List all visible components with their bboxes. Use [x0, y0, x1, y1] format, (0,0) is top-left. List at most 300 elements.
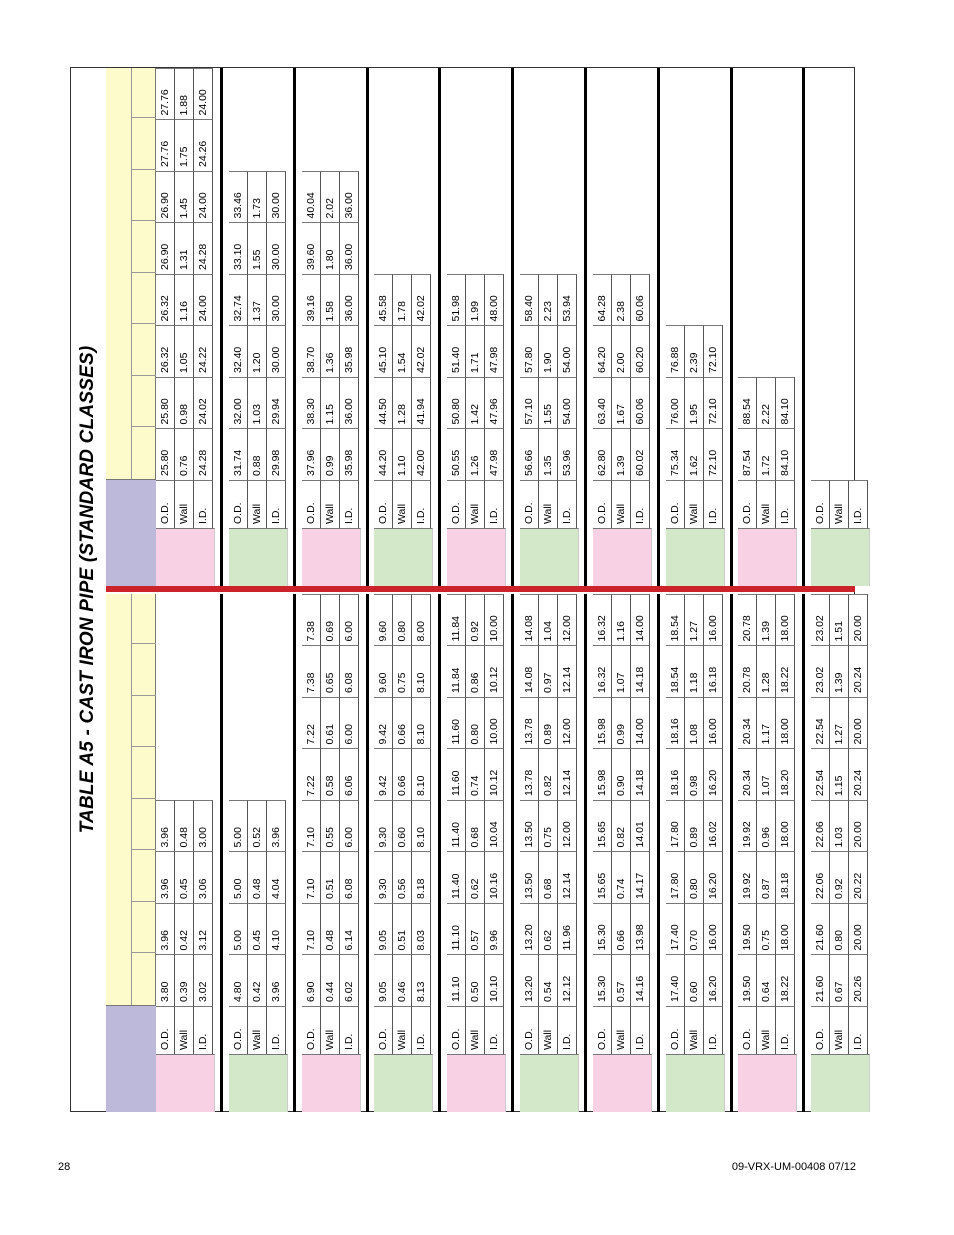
table-cell: 0.92	[830, 852, 849, 904]
table-cell: 17.80	[666, 800, 685, 852]
table-cell: 50.80	[447, 377, 466, 429]
table-cell: 20.00	[849, 697, 868, 749]
table-cell: 1.17	[757, 697, 776, 749]
row-label: Wall	[393, 1006, 412, 1054]
table-cell: 4.10	[267, 903, 286, 955]
row-label: Wall	[612, 480, 631, 528]
table-cell: 18.00	[776, 697, 795, 749]
table-cell: 24.28	[194, 429, 213, 481]
table-cell: 18.22	[776, 646, 795, 698]
table-cell: 0.98	[175, 377, 194, 429]
header-yellow-cell-line	[131, 272, 156, 273]
table-cell: 38.30	[302, 377, 321, 429]
table-cell: 12.00	[558, 697, 577, 749]
table-cell: 2.38	[612, 274, 631, 326]
table-cell: 3.12	[194, 903, 213, 955]
size-color-box	[811, 1054, 870, 1112]
row-label: I.D.	[558, 1006, 577, 1054]
size-color-box	[447, 528, 506, 586]
size-color-box	[374, 528, 433, 586]
table-cell: 0.65	[321, 646, 340, 698]
row-label: O.D.	[447, 480, 466, 528]
table-cell: 0.74	[612, 852, 631, 904]
group-separator	[657, 68, 660, 586]
table-cell: 6.90	[302, 955, 321, 1007]
table-cell: 1.03	[248, 377, 267, 429]
header-yellow-cell-line	[131, 375, 156, 376]
table-cell: 18.16	[666, 697, 685, 749]
group-separator	[730, 68, 733, 586]
row-label: I.D.	[485, 1006, 504, 1054]
table-cell: 11.96	[558, 903, 577, 955]
table-cell: 14.08	[520, 594, 539, 646]
table-cell: 36.00	[340, 223, 359, 275]
table-cell: 0.66	[393, 697, 412, 749]
row-label: I.D.	[849, 1006, 868, 1054]
table-cell: 36.00	[340, 377, 359, 429]
table-cell: 35.98	[340, 429, 359, 481]
table-cell: 13.78	[520, 697, 539, 749]
table-cell: 1.73	[248, 171, 267, 223]
size-color-box	[302, 528, 361, 586]
table-cell: 1.28	[757, 646, 776, 698]
table-cell: 42.02	[412, 326, 431, 378]
table-cell: 62.80	[593, 429, 612, 481]
table-cell: 1.26	[466, 429, 485, 481]
table-cell: 0.80	[466, 697, 485, 749]
table-cell: 20.24	[849, 749, 868, 801]
table-cell: 1.42	[466, 377, 485, 429]
header-yellow-cell-line	[131, 324, 156, 325]
table-cell: 20.00	[849, 800, 868, 852]
table-cell: 13.78	[520, 749, 539, 801]
table-cell: 0.97	[539, 646, 558, 698]
row-label: I.D.	[267, 1006, 286, 1054]
table-cell: 22.54	[811, 697, 830, 749]
table-cell: 15.98	[593, 749, 612, 801]
row-label: I.D.	[704, 1006, 723, 1054]
row-label: Wall	[248, 1006, 267, 1054]
table-cell: 0.42	[175, 903, 194, 955]
table-cell: 1.16	[175, 274, 194, 326]
row-label: O.D.	[374, 1006, 393, 1054]
table-cell: 7.10	[302, 852, 321, 904]
header-yellow-band	[106, 68, 156, 480]
table-cell: 0.46	[393, 955, 412, 1007]
table-cell: 1.05	[175, 326, 194, 378]
table-cell: 0.88	[248, 429, 267, 481]
table-cell: 14.00	[631, 697, 650, 749]
table-cell: 21.60	[811, 955, 830, 1007]
table-cell: 2.23	[539, 274, 558, 326]
table-cell: 24.28	[194, 223, 213, 275]
table-cell: 60.06	[631, 377, 650, 429]
table-cell: 20.24	[849, 646, 868, 698]
table-cell: 30.00	[267, 223, 286, 275]
table-cell: 1.78	[393, 274, 412, 326]
table-cell: 1.88	[175, 68, 194, 120]
group-separator	[220, 594, 223, 1112]
table-cell: 14.18	[631, 646, 650, 698]
table-cell: 47.98	[485, 326, 504, 378]
row-label: Wall	[466, 480, 485, 528]
table-cell: 19.92	[738, 800, 757, 852]
header-yellow-cell-line	[131, 221, 156, 222]
table-cell: 8.10	[412, 749, 431, 801]
table-cell: 1.27	[685, 594, 704, 646]
row-label: O.D.	[811, 1006, 830, 1054]
size-color-box	[520, 1054, 579, 1112]
table-cell: 57.10	[520, 377, 539, 429]
table-cell: 32.40	[229, 326, 248, 378]
table-cell: 27.76	[156, 120, 175, 172]
size-color-box	[302, 1054, 361, 1112]
table-cell: 27.76	[156, 68, 175, 120]
row-label: Wall	[539, 1006, 558, 1054]
table-cell: 5.00	[229, 800, 248, 852]
table-cell: 15.65	[593, 852, 612, 904]
row-label: Wall	[175, 1006, 194, 1054]
group-separator	[438, 68, 441, 586]
row-label: Wall	[757, 480, 776, 528]
header-yellow-cell-line	[131, 427, 156, 428]
table-cell: 8.10	[412, 697, 431, 749]
row-label: Wall	[830, 480, 849, 528]
table-cell: 0.89	[685, 800, 704, 852]
table-cell: 0.66	[393, 749, 412, 801]
table-cell: 26.90	[156, 223, 175, 275]
table-cell: 2.39	[685, 326, 704, 378]
table-cell: 24.00	[194, 171, 213, 223]
table-cell: 26.32	[156, 326, 175, 378]
table-cell: 18.20	[776, 749, 795, 801]
table-cell: 32.74	[229, 274, 248, 326]
table-cell: 18.00	[776, 903, 795, 955]
table-cell: 63.40	[593, 377, 612, 429]
row-label: O.D.	[156, 480, 175, 528]
row-label: Wall	[248, 480, 267, 528]
table-cell: 12.14	[558, 852, 577, 904]
table-cell: 6.08	[340, 852, 359, 904]
table-cell: 8.10	[412, 646, 431, 698]
table-cell: 10.12	[485, 646, 504, 698]
table-cell: 48.00	[485, 274, 504, 326]
table-cell: 22.54	[811, 749, 830, 801]
table-cell: 0.89	[539, 697, 558, 749]
header-purple-band	[106, 480, 156, 586]
table-cell: 16.00	[704, 594, 723, 646]
row-label: I.D.	[776, 1006, 795, 1054]
group-separator	[220, 68, 223, 586]
table-cell: 0.64	[757, 955, 776, 1007]
table-cell: 18.54	[666, 646, 685, 698]
table-cell: 14.16	[631, 955, 650, 1007]
table-cell: 16.02	[704, 800, 723, 852]
table-cell: 38.70	[302, 326, 321, 378]
table-cell: 12.12	[558, 955, 577, 1007]
table-cell: 24.26	[194, 120, 213, 172]
table-cell: 16.20	[704, 749, 723, 801]
row-label: O.D.	[593, 480, 612, 528]
table-cell: 54.00	[558, 377, 577, 429]
table-cell: 0.57	[466, 903, 485, 955]
table-cell: 1.28	[393, 377, 412, 429]
table-cell: 64.20	[593, 326, 612, 378]
table-cell: 72.10	[704, 429, 723, 481]
table-cell: 9.96	[485, 903, 504, 955]
table-cell: 9.30	[374, 852, 393, 904]
table-cell: 29.98	[267, 429, 286, 481]
size-color-box	[738, 1054, 797, 1112]
table-cell: 1.51	[830, 594, 849, 646]
table-cell: 1.16	[612, 594, 631, 646]
table-divider	[106, 586, 855, 592]
table-cell: 10.16	[485, 852, 504, 904]
group-separator	[293, 68, 296, 586]
table-cell: 13.98	[631, 903, 650, 955]
table-cell: 0.60	[685, 955, 704, 1007]
table-cell: 0.75	[757, 903, 776, 955]
group-separator	[584, 68, 587, 586]
table-cell: 18.00	[776, 594, 795, 646]
table-cell: 9.30	[374, 800, 393, 852]
table-cell: 0.57	[612, 955, 631, 1007]
table-cell: 15.30	[593, 903, 612, 955]
table-cell: 0.51	[321, 852, 340, 904]
table-cell: 16.32	[593, 594, 612, 646]
group-separator	[657, 594, 660, 1112]
table-cell: 0.48	[321, 903, 340, 955]
table-cell: 0.66	[612, 903, 631, 955]
table-cell: 3.96	[156, 800, 175, 852]
table-cell: 35.98	[340, 326, 359, 378]
table-cell: 53.96	[558, 429, 577, 481]
table-cell: 29.94	[267, 377, 286, 429]
table-cell: 24.00	[194, 274, 213, 326]
header-yellow-cell-line	[131, 850, 156, 851]
table-cell: 16.18	[704, 646, 723, 698]
table-cell: 0.55	[321, 800, 340, 852]
table-cell: 24.22	[194, 326, 213, 378]
table-cell: 1.90	[539, 326, 558, 378]
table-cell: 30.00	[267, 171, 286, 223]
table-cell: 0.82	[612, 800, 631, 852]
table-cell: 40.04	[302, 171, 321, 223]
table-cell: 19.50	[738, 903, 757, 955]
table-cell: 14.00	[631, 594, 650, 646]
table-cell: 11.60	[447, 697, 466, 749]
table-cell: 0.67	[830, 955, 849, 1007]
table-cell: 23.02	[811, 594, 830, 646]
table-cell: 11.40	[447, 800, 466, 852]
table-cell: 20.78	[738, 646, 757, 698]
header-yellow-divider	[131, 594, 132, 1005]
table-cell: 12.00	[558, 800, 577, 852]
table-right-half	[106, 67, 865, 586]
table-cell: 3.00	[194, 800, 213, 852]
table-cell: 1.10	[393, 429, 412, 481]
table-cell: 0.98	[685, 749, 704, 801]
table-cell: 33.10	[229, 223, 248, 275]
table-cell: 75.34	[666, 429, 685, 481]
table-cell: 26.90	[156, 171, 175, 223]
table-cell: 7.10	[302, 903, 321, 955]
table-cell: 0.75	[393, 646, 412, 698]
row-label: O.D.	[302, 480, 321, 528]
table-cell: 1.67	[612, 377, 631, 429]
group-separator	[366, 68, 369, 586]
table-cell: 1.36	[321, 326, 340, 378]
table-cell: 0.62	[539, 903, 558, 955]
table-cell: 6.00	[340, 697, 359, 749]
table-cell: 13.20	[520, 903, 539, 955]
table-cell: 1.75	[175, 120, 194, 172]
table-cell: 17.40	[666, 955, 685, 1007]
table-cell: 57.80	[520, 326, 539, 378]
row-label: I.D.	[485, 480, 504, 528]
table-cell: 11.10	[447, 955, 466, 1007]
table-cell: 47.98	[485, 429, 504, 481]
table-left-half	[106, 592, 865, 1112]
table-cell: 0.51	[393, 903, 412, 955]
table-cell: 12.00	[558, 594, 577, 646]
table-cell: 1.80	[321, 223, 340, 275]
row-label: I.D.	[194, 480, 213, 528]
table-cell: 9.60	[374, 646, 393, 698]
table-cell: 0.75	[539, 800, 558, 852]
table-cell: 1.15	[830, 749, 849, 801]
table-cell: 1.62	[685, 429, 704, 481]
row-label: O.D.	[666, 480, 685, 528]
table-cell: 9.42	[374, 749, 393, 801]
table-cell: 39.16	[302, 274, 321, 326]
size-color-box	[593, 528, 652, 586]
table-cell: 16.00	[704, 903, 723, 955]
size-color-box	[666, 1054, 725, 1112]
table-cell: 5.00	[229, 903, 248, 955]
table-cell: 0.82	[539, 749, 558, 801]
size-color-box	[374, 1054, 433, 1112]
table-cell: 0.39	[175, 955, 194, 1007]
table-cell: 0.45	[248, 903, 267, 955]
row-label: O.D.	[302, 1006, 321, 1054]
table-cell: 11.84	[447, 646, 466, 698]
table-cell: 42.00	[412, 429, 431, 481]
table-cell: 12.14	[558, 646, 577, 698]
table-cell: 0.99	[321, 429, 340, 481]
table-cell: 1.39	[830, 646, 849, 698]
table-cell: 36.00	[340, 274, 359, 326]
table-cell: 3.96	[156, 903, 175, 955]
header-yellow-cell-line	[131, 798, 156, 799]
table-cell: 14.01	[631, 800, 650, 852]
table-cell: 41.94	[412, 377, 431, 429]
row-label: Wall	[466, 1006, 485, 1054]
table-cell: 23.02	[811, 646, 830, 698]
group-separator	[366, 594, 369, 1112]
header-yellow-cell-line	[131, 953, 156, 954]
size-color-box	[593, 1054, 652, 1112]
table-cell: 0.58	[321, 749, 340, 801]
table-cell: 0.70	[685, 903, 704, 955]
table-cell: 0.86	[466, 646, 485, 698]
table-cell: 17.80	[666, 852, 685, 904]
table-cell: 20.26	[849, 955, 868, 1007]
row-label: I.D.	[412, 480, 431, 528]
table-cell: 0.44	[321, 955, 340, 1007]
table-cell: 44.20	[374, 429, 393, 481]
table-cell: 7.22	[302, 749, 321, 801]
table-cell: 0.48	[175, 800, 194, 852]
row-label: Wall	[757, 1006, 776, 1054]
table-cell: 0.60	[393, 800, 412, 852]
header-yellow-cell-line	[131, 169, 156, 170]
table-cell: 0.50	[466, 955, 485, 1007]
row-label: Wall	[393, 480, 412, 528]
row-label: O.D.	[520, 1006, 539, 1054]
table-cell: 76.88	[666, 326, 685, 378]
size-color-box	[447, 1054, 506, 1112]
table-cell: 50.55	[447, 429, 466, 481]
row-label: I.D.	[340, 1006, 359, 1054]
table-cell: 1.15	[321, 377, 340, 429]
row-label: O.D.	[811, 480, 830, 528]
table-cell: 22.06	[811, 852, 830, 904]
table-cell: 8.10	[412, 800, 431, 852]
row-label: Wall	[321, 480, 340, 528]
header-yellow-cell-line	[131, 695, 156, 696]
table-cell: 6.00	[340, 594, 359, 646]
table-cell: 3.80	[156, 955, 175, 1007]
table-cell: 0.80	[685, 852, 704, 904]
table-cell: 53.94	[558, 274, 577, 326]
table-cell: 1.03	[830, 800, 849, 852]
table-cell: 10.10	[485, 955, 504, 1007]
table-cell: 16.32	[593, 646, 612, 698]
group-separator	[293, 594, 296, 1112]
table-cell: 1.39	[757, 594, 776, 646]
table-cell: 0.62	[466, 852, 485, 904]
table-cell: 15.65	[593, 800, 612, 852]
table-cell: 16.00	[704, 697, 723, 749]
row-label: Wall	[612, 1006, 631, 1054]
table-cell: 3.02	[194, 955, 213, 1007]
group-separator	[802, 68, 805, 586]
table-cell: 9.05	[374, 903, 393, 955]
table-cell: 0.96	[757, 800, 776, 852]
table-cell: 2.02	[321, 171, 340, 223]
size-color-box	[811, 528, 870, 586]
row-label: I.D.	[558, 480, 577, 528]
table-cell: 84.10	[776, 429, 795, 481]
table-cell: 3.96	[156, 852, 175, 904]
row-label: Wall	[830, 1006, 849, 1054]
table-cell: 1.72	[757, 429, 776, 481]
table-cell: 72.10	[704, 377, 723, 429]
table-cell: 0.68	[466, 800, 485, 852]
row-label: I.D.	[340, 480, 359, 528]
group-separator	[511, 68, 514, 586]
table-cell: 51.40	[447, 326, 466, 378]
table-cell: 4.80	[229, 955, 248, 1007]
table-cell: 0.99	[612, 697, 631, 749]
size-color-box	[229, 1054, 288, 1112]
table-cell: 1.39	[612, 429, 631, 481]
table-cell: 32.00	[229, 377, 248, 429]
size-color-box	[520, 528, 579, 586]
group-separator	[511, 594, 514, 1112]
table-cell: 37.96	[302, 429, 321, 481]
